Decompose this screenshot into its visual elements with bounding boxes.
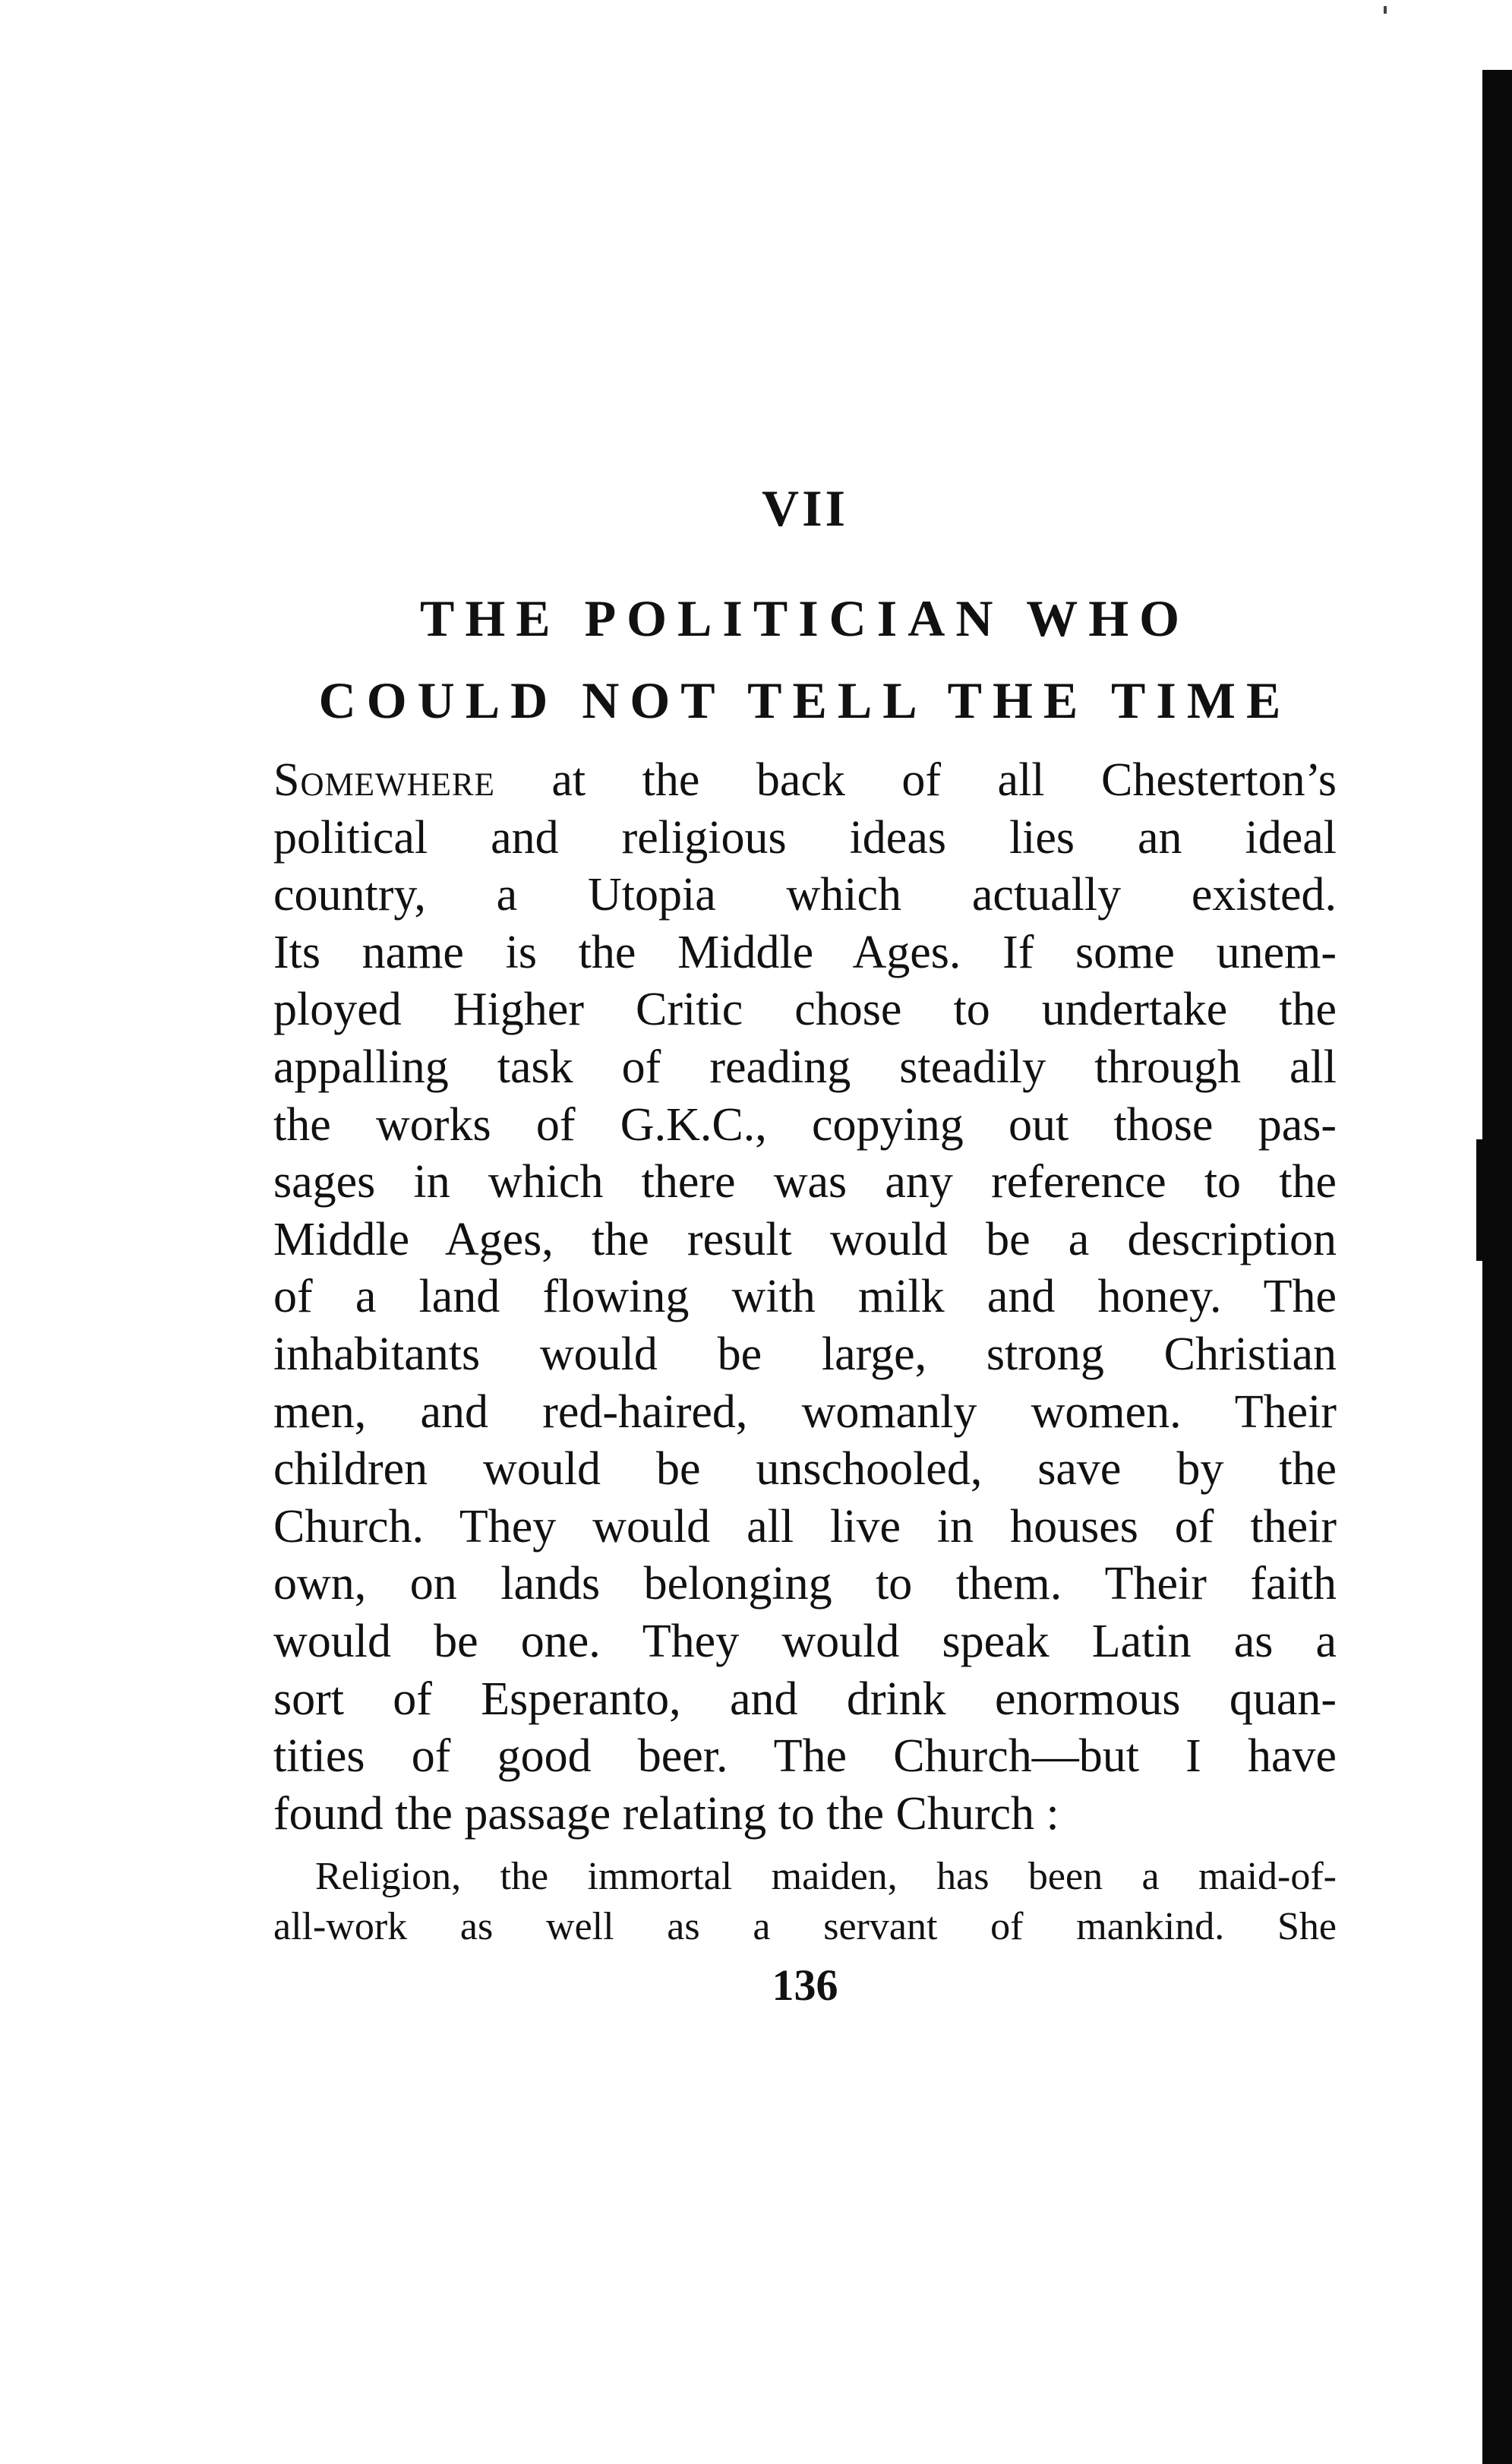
drop-word: Somewhere bbox=[273, 754, 495, 806]
body-line: appalling task of reading steadily through all bbox=[273, 1041, 1337, 1093]
body-line: Middle Ages, the result would be a description bbox=[273, 1213, 1337, 1265]
body-line: tities of good beer. The Church—but I have bbox=[273, 1730, 1337, 1783]
chapter-number: VII bbox=[761, 479, 849, 537]
body-line: would be one. They would speak Latin as a bbox=[273, 1615, 1337, 1667]
quote-line: Religion, the immortal maiden, has been a maid-of- bbox=[315, 1855, 1337, 1898]
body-line-text: at the back of all Chesterton’s bbox=[494, 754, 1337, 806]
body-line: ployed Higher Critic chose to undertake the bbox=[273, 984, 1337, 1036]
body-line: inhabitants would be large, strong Christian bbox=[273, 1328, 1337, 1380]
body-line: children would be unschooled, save by the bbox=[273, 1443, 1337, 1496]
body-line: of a land flowing with milk and honey. The bbox=[273, 1271, 1337, 1323]
chapter-title bbox=[273, 577, 1337, 741]
block-quote bbox=[273, 1852, 1337, 1952]
body-line: the works of G.K.C., copying out those pas- bbox=[273, 1098, 1337, 1151]
page-number: 136 bbox=[772, 1960, 838, 2010]
body-line: country, a Utopia which actually existed. bbox=[273, 869, 1337, 921]
body-line: sort of Esperanto, and drink enormous quan- bbox=[273, 1673, 1337, 1725]
body-line: found the passage relating to the Church : bbox=[273, 1787, 1059, 1840]
scan-border-notch bbox=[1476, 1139, 1485, 1261]
body-line bbox=[273, 752, 1337, 810]
body-line: own, on lands belonging to them. Their faith bbox=[273, 1558, 1337, 1610]
scan-border bbox=[1482, 70, 1512, 2464]
quote-line: all-work as well as a servant of mankind. She bbox=[273, 1905, 1337, 1948]
body-paragraph bbox=[273, 752, 1337, 1843]
chapter-title-line-2: COULD NOT TELL THE TIME bbox=[318, 671, 1292, 729]
body-line: sages in which there was any reference to the bbox=[273, 1156, 1337, 1208]
body-line: Church. They would all live in houses of their bbox=[273, 1500, 1337, 1553]
body-line: men, and red-haired, womanly women. Their bbox=[273, 1385, 1337, 1438]
scan-speck bbox=[1384, 6, 1387, 14]
body-line: political and religious ideas lies an ideal bbox=[273, 811, 1337, 864]
body-line: Its name is the Middle Ages. If some unem- bbox=[273, 926, 1337, 978]
chapter-title-line-1: THE POLITICIAN WHO bbox=[419, 589, 1190, 647]
